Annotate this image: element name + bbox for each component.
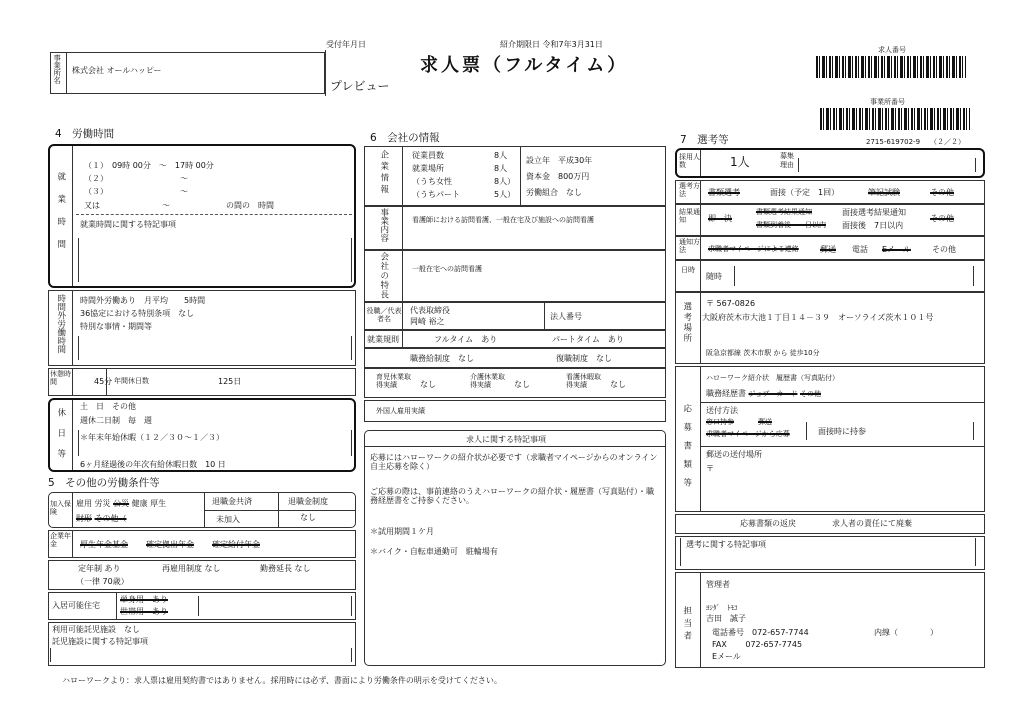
insurance-e: その他（	[94, 514, 127, 523]
section5-title: 5 その他の労働条件等	[48, 477, 160, 489]
nursing-value: なし	[514, 380, 530, 389]
place-address: 大阪府茨木市大池１丁目１４－３９ オーソライズ茨木１０１号	[702, 313, 934, 322]
holidays-4: 6ヶ月経過後の年次有給休暇日数 10 日	[80, 460, 226, 469]
send-a: 窓口持参	[706, 418, 734, 426]
insurance-b: 公災	[113, 499, 130, 508]
return-value: 求人者の責任にて廃棄	[832, 519, 912, 528]
special-2: ご応募の際は、事前連絡のうえハローワークの紹介状・履歴書（写真貼付）・職務経歴書をご持参ください。	[370, 487, 654, 506]
feature-label: 会社の特長	[378, 252, 389, 300]
job-no-label: 求人番号	[878, 46, 906, 54]
insurance-c: 健康 厚生	[131, 499, 167, 508]
job-no-barcode	[816, 56, 966, 78]
contact-kana: ﾖｼﾀﾞ ﾄﾓｺ	[706, 604, 738, 612]
union: 労働組合 なし	[526, 188, 582, 197]
docs-label: 応募書類等	[681, 404, 692, 497]
doc-2b: ジョブ・カード	[748, 390, 798, 398]
capital: 資本金 800万円	[526, 172, 590, 181]
page-number: （２／２）	[930, 138, 965, 146]
section7-title: 7 選考等	[680, 134, 729, 146]
notify-label: 通知方法	[679, 238, 700, 255]
rep-title: 代表取締役	[410, 306, 450, 315]
special-1: 応募にはハローワークの紹介状が必要です（求職者マイページからのオンライン自主応募を除く）	[370, 453, 658, 472]
return-label: 応募書類の返戻	[740, 519, 796, 528]
site-label: 就業場所	[412, 164, 444, 173]
feature-value: 一般在宅への訪問看護	[412, 265, 482, 273]
foreign-label: 外国人雇用実績	[376, 407, 425, 415]
notify-e: その他	[932, 245, 956, 254]
female-label: （うち女性	[412, 177, 452, 186]
founded: 設立年 平成30年	[526, 156, 593, 165]
page-title: 求人票（フルタイム）	[420, 55, 629, 76]
employer-name: 株式会社 オールハッピー	[72, 66, 162, 75]
mail-label: 郵送の送付場所	[706, 450, 762, 459]
doc-1: ハローワーク紹介状 履歴書（写真貼付）	[706, 374, 839, 382]
special-3: ＊試用期間１ケ月	[370, 527, 434, 536]
send-note: 面接時に持参	[818, 427, 866, 436]
place-zip: 〒 567-0826	[706, 299, 756, 308]
send-label: 送付方法	[706, 406, 738, 415]
holidays-3: ＊年末年始休暇（１２／３０～１／３）	[80, 433, 224, 442]
notify-d: Eメール	[882, 245, 911, 254]
nursing-label: 介護休業取得実績	[470, 373, 505, 390]
business-label: 事業内容	[378, 208, 389, 242]
hire-value: 1人	[730, 155, 750, 169]
contact-mgr: 管理者	[706, 580, 730, 589]
rep-label: 役職／代表者名	[366, 307, 402, 324]
method-c: 筆記試験	[868, 188, 900, 197]
time-row-3-tilde: ～	[180, 187, 188, 196]
notify-b: 郵送	[820, 245, 836, 254]
mail-value: 〒	[706, 464, 714, 473]
office-no: 2715-619702-9	[866, 138, 921, 146]
retirement-2: （一律 70歳）	[76, 577, 129, 586]
time-row-2: （２）	[84, 174, 108, 183]
holiday-days: 125日	[218, 377, 242, 386]
overtime-label: 時間外労働時間	[55, 294, 66, 354]
result-e: 面接後 7日以内	[842, 221, 904, 230]
rules-ft: フルタイム あり	[434, 335, 498, 344]
pension-label: 企業年金	[50, 532, 71, 549]
business-value: 看護師における訪問看護、一般在宅及び施設への訪問看護	[412, 216, 594, 224]
place-label: 選考場所	[681, 302, 692, 344]
insurance-a: 雇用 労災	[76, 499, 111, 508]
retirement-1: 定年制 あり	[78, 564, 121, 573]
female-value: 8人）	[494, 177, 516, 186]
office-no-label: 事業所番号	[870, 98, 905, 106]
doc-2c: その他	[799, 390, 821, 398]
section6-title: 6 会社の情報	[370, 132, 440, 144]
method-label: 選考方法	[679, 182, 700, 199]
childcare-label: 育児休業取得実績	[376, 373, 411, 390]
result-b: 書類選考結果通知	[756, 208, 812, 216]
mutual-label: 退職金共済	[212, 497, 252, 506]
result-a: 即 決	[708, 214, 732, 223]
preview-label: プレビュー	[330, 79, 390, 93]
holidays-label: 休日等	[55, 408, 66, 470]
notify-a: 求職者マイページによる連絡	[708, 245, 799, 253]
feature-box	[364, 250, 666, 302]
overtime-2: 36協定における特別条項 なし	[80, 309, 195, 318]
work-hours-label: 就業時間	[55, 172, 66, 262]
sickleave-value: なし	[610, 380, 626, 389]
time-row-1: （１） 09時 00分 ～ 17時 00分	[84, 161, 214, 170]
emp-value: 8人	[494, 151, 508, 160]
received-label: 受付年月日	[326, 40, 366, 49]
housing-a: 単身用 あり	[120, 595, 168, 604]
holiday-days-label: 年間休日数	[114, 377, 149, 385]
reinstate-system: 復職制度 なし	[556, 354, 612, 363]
date-label: 日時	[681, 266, 695, 274]
time-row-3: （３）	[84, 187, 108, 196]
part-label: （うちパート	[412, 190, 460, 199]
pension-a: 厚生年金基金	[80, 540, 128, 549]
reason-label: 募集理由	[780, 152, 794, 170]
hire-label: 採用人数	[679, 153, 700, 170]
pension-b: 確定拠出年金	[146, 540, 194, 549]
notify-c: 電話	[852, 245, 868, 254]
date-value: 随時	[706, 272, 722, 281]
housing-label: 入居可能住宅	[52, 601, 100, 610]
insurance-label: 加入保険	[50, 500, 71, 517]
deadline: 紹介期限日 令和7年3月31日	[500, 40, 603, 49]
method-b: 面接（予定 1回）	[770, 188, 840, 197]
insurance-d: 財形	[76, 514, 92, 523]
wage-system: 職務給制度 なし	[410, 354, 474, 363]
place-access: 阪急京都線 茨木市駅 から 徒歩10分	[706, 349, 820, 357]
business-box	[364, 206, 666, 250]
special-4: ＊バイク・自転車通勤可 駐輪場有	[370, 547, 498, 556]
time-alt-tilde: ～	[162, 201, 170, 210]
severance-value: なし	[300, 513, 316, 522]
break-value: 45分	[94, 377, 113, 386]
nursery-label: 利用可能託児施設 なし	[52, 625, 140, 634]
extension: 勤務延長 なし	[260, 564, 311, 573]
work-special-label: 就業時間に関する特記事項	[80, 220, 176, 229]
sickleave-label: 看護休暇取得実績	[566, 373, 601, 390]
contact-email: Eメール	[712, 652, 741, 661]
corp-no-label: 法人番号	[550, 312, 582, 321]
contact-label: 担当者	[681, 606, 692, 644]
contact-name: 吉田 誠子	[706, 614, 746, 623]
contact-ext: 内線（ ）	[874, 628, 938, 637]
contact-fax: FAX 072-657-7745	[712, 640, 803, 649]
special-title: 求人に関する特記事項	[466, 435, 546, 444]
break-label: 休憩時間	[50, 370, 71, 387]
housing-b: 世帯用 あり	[120, 607, 168, 616]
contact-tel: 電話番号 072-657-7744	[712, 628, 809, 637]
rules-label: 就業規則	[367, 335, 399, 344]
overtime-3: 特別な事情・期間等	[80, 322, 152, 331]
result-d: 書類到着後 日以内	[756, 221, 826, 229]
result-c: 面接選考結果通知	[842, 208, 906, 217]
employer-label: 事業所名	[52, 54, 62, 84]
selection-note-label: 選考に関する特記事項	[686, 540, 766, 549]
childcare-value: なし	[420, 380, 436, 389]
rep-name: 岡崎 裕之	[410, 317, 445, 326]
part-value: 5人）	[494, 190, 516, 199]
severance-label: 退職金制度	[288, 497, 328, 506]
result-f: その他	[930, 214, 954, 223]
return-box	[675, 514, 985, 534]
section4-title: 4 労働時間	[55, 128, 115, 140]
site-value: 8人	[494, 164, 508, 173]
time-alt: 又は	[84, 201, 100, 210]
office-no-barcode	[820, 108, 970, 130]
rehire: 再雇用制度 なし	[162, 564, 221, 573]
result-label: 結果通知	[679, 208, 700, 225]
footer-note: ハローワークより：求人票は雇用契約書ではありません。採用時には必ず、書面により労働条件の明示を受けてください。	[62, 676, 502, 685]
overtime-1: 時間外労働あり 月平均 5時間	[80, 296, 206, 305]
holidays-1: 土 日 その他	[80, 402, 136, 411]
doc-2: 職務経歴書	[706, 389, 746, 398]
method-d: その他	[930, 188, 954, 197]
holidays-2: 週休二日制 毎 週	[80, 416, 152, 425]
company-info-label: 企業情報	[378, 150, 389, 196]
send-b: 郵送	[758, 418, 772, 426]
rules-pt: パートタイム あり	[552, 335, 624, 344]
time-row-2-tilde: ～	[180, 174, 188, 183]
emp-label: 従業員数	[412, 151, 444, 160]
method-a: 書類選考	[708, 188, 740, 197]
send-c: 求職者マイページから応募	[706, 430, 790, 438]
time-alt-suffix: の間の 時間	[226, 201, 274, 210]
pension-c: 確定給付年金	[212, 540, 260, 549]
mutual-value: 未加入	[216, 515, 240, 524]
nursery-note: 託児施設に関する特記事項	[52, 637, 148, 646]
